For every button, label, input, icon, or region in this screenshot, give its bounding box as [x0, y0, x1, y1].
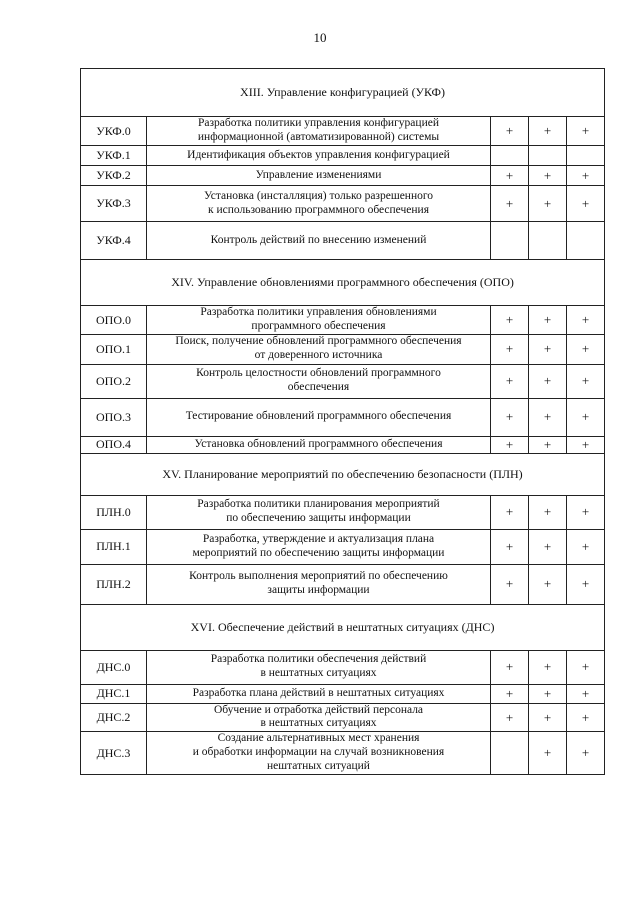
measure-code: ОПО.4	[81, 436, 147, 453]
class-mark: +	[567, 364, 605, 398]
description-line: Контроль выполнения мероприятий по обеспечению	[189, 570, 448, 583]
measure-code: ОПО.3	[81, 398, 147, 436]
section-title: XIV. Управление обновлениями программного обеспечения (ОПО)	[81, 260, 605, 306]
table-row	[81, 650, 605, 684]
measure-description	[147, 117, 491, 146]
measure-code: УКФ.4	[81, 222, 147, 260]
description-line: Установка (инсталляция) только разрешенного	[203, 189, 434, 202]
class-mark: +	[491, 703, 529, 732]
measure-description	[147, 684, 491, 703]
measure-code: ДНС.1	[81, 684, 147, 703]
measure-code: ОПО.0	[81, 306, 147, 335]
description-line: и обработки информации на случай возникновения	[192, 745, 445, 758]
measure-description	[147, 186, 491, 222]
measure-description	[147, 732, 491, 774]
table-row	[81, 436, 605, 453]
measure-description	[147, 146, 491, 166]
table-row	[81, 703, 605, 732]
class-mark: +	[567, 117, 605, 146]
class-mark: +	[491, 529, 529, 564]
class-mark	[491, 222, 529, 260]
measure-code: ПЛН.2	[81, 564, 147, 604]
class-mark: +	[491, 564, 529, 604]
class-mark: +	[491, 398, 529, 436]
description-line: Разработка плана действий в нештатных ситуациях	[192, 686, 445, 699]
description-line: информационной (автоматизированной) системы	[197, 131, 440, 143]
measure-description	[147, 166, 491, 186]
measure-description	[147, 222, 491, 260]
description-line: Контроль действий по внесению изменений	[210, 233, 427, 246]
section-title: XV. Планирование мероприятий по обеспечению безопасности (ПЛН)	[81, 453, 605, 495]
measure-code: УКФ.1	[81, 146, 147, 166]
table-row	[81, 146, 605, 166]
class-mark: +	[567, 398, 605, 436]
class-mark: +	[491, 306, 529, 335]
measure-code: ОПО.2	[81, 364, 147, 398]
class-mark: +	[529, 117, 567, 146]
table-row	[81, 495, 605, 529]
section-header-row	[81, 69, 605, 117]
table-row	[81, 166, 605, 186]
class-mark: +	[491, 117, 529, 146]
class-mark: +	[567, 436, 605, 453]
description-line: Поиск, получение обновлений программного обеспечения	[175, 335, 462, 348]
description-line: Разработка, утверждение и актуализация плана	[202, 532, 435, 545]
class-mark: +	[529, 684, 567, 703]
section-header-row	[81, 604, 605, 650]
description-line: Управление изменениями	[255, 168, 382, 181]
description-line: Разработка политики управления конфигурацией	[198, 117, 439, 130]
class-mark: +	[529, 529, 567, 564]
table-row	[81, 306, 605, 335]
table-row	[81, 684, 605, 703]
measure-description	[147, 529, 491, 564]
class-mark: +	[567, 732, 605, 774]
description-line: Идентификация объектов управления конфигурацией	[187, 148, 450, 161]
class-mark: +	[529, 306, 567, 335]
description-line: защиты информации	[267, 584, 370, 597]
class-mark	[491, 146, 529, 166]
class-mark: +	[529, 703, 567, 732]
page-number: 10	[313, 30, 327, 45]
class-mark: +	[567, 186, 605, 222]
measure-code: ПЛН.0	[81, 495, 147, 529]
description-line: Создание альтернативных мест хранения	[217, 732, 420, 745]
class-mark	[529, 146, 567, 166]
table-row	[81, 732, 605, 774]
class-mark: +	[567, 166, 605, 186]
description-line: Тестирование обновлений программного обеспечения	[185, 410, 452, 423]
class-mark: +	[491, 436, 529, 453]
section-header-row	[81, 453, 605, 495]
measure-code: ДНС.0	[81, 650, 147, 684]
measure-description	[147, 398, 491, 436]
class-mark	[567, 146, 605, 166]
class-mark: +	[529, 732, 567, 774]
measure-description	[147, 495, 491, 529]
class-mark: +	[529, 166, 567, 186]
class-mark: +	[567, 495, 605, 529]
class-mark: +	[491, 495, 529, 529]
description-line: Разработка политики управления обновлениями	[200, 306, 437, 318]
measure-description	[147, 650, 491, 684]
measure-code: УКФ.2	[81, 166, 147, 186]
class-mark	[567, 222, 605, 260]
class-mark: +	[529, 364, 567, 398]
measure-description	[147, 364, 491, 398]
description-line: Контроль целостности обновлений программного	[196, 367, 441, 380]
class-mark: +	[529, 398, 567, 436]
description-line: Разработка политики планирования мероприятий	[197, 498, 440, 511]
description-line: Установка обновлений программного обеспечения	[194, 437, 443, 450]
class-mark: +	[567, 334, 605, 364]
class-mark: +	[529, 334, 567, 364]
class-mark: +	[567, 650, 605, 684]
section-title: XVI. Обеспечение действий в нештатных ситуациях (ДНС)	[81, 604, 605, 650]
measure-description	[147, 334, 491, 364]
table-row	[81, 564, 605, 604]
measure-code: УКФ.3	[81, 186, 147, 222]
measure-description	[147, 306, 491, 335]
table-row	[81, 334, 605, 364]
class-mark: +	[491, 334, 529, 364]
table-row	[81, 364, 605, 398]
measure-description	[147, 703, 491, 732]
measure-code: ПЛН.1	[81, 529, 147, 564]
description-line: в нештатных ситуациях	[260, 667, 377, 680]
description-line: в нештатных ситуациях	[260, 717, 377, 730]
description-line: Обучение и отработка действий персонала	[213, 703, 424, 716]
table-row	[81, 529, 605, 564]
description-line: по обеспечению защиты информации	[226, 512, 411, 525]
class-mark: +	[567, 529, 605, 564]
requirements-table	[80, 68, 605, 775]
class-mark	[529, 222, 567, 260]
measure-code: ДНС.2	[81, 703, 147, 732]
measure-code: ОПО.1	[81, 334, 147, 364]
description-line: от доверенного источника	[254, 349, 383, 362]
class-mark: +	[567, 684, 605, 703]
class-mark: +	[529, 564, 567, 604]
class-mark: +	[529, 436, 567, 453]
class-mark	[491, 732, 529, 774]
measure-code: ДНС.3	[81, 732, 147, 774]
description-line: мероприятий по обеспечению защиты информации	[192, 546, 445, 559]
table-row	[81, 186, 605, 222]
class-mark: +	[567, 306, 605, 335]
measure-description	[147, 436, 491, 453]
description-line: обеспечения	[287, 381, 350, 394]
table-row	[81, 117, 605, 146]
description-line: к использованию программного обеспечения	[208, 203, 429, 216]
description-line: программного обеспечения	[251, 319, 386, 332]
class-mark: +	[491, 186, 529, 222]
class-mark: +	[491, 166, 529, 186]
measure-description	[147, 564, 491, 604]
table-row	[81, 398, 605, 436]
description-line: нештатных ситуаций	[267, 759, 370, 772]
class-mark: +	[567, 564, 605, 604]
measure-code: УКФ.0	[81, 117, 147, 146]
class-mark: +	[529, 650, 567, 684]
section-header-row	[81, 260, 605, 306]
class-mark: +	[491, 364, 529, 398]
class-mark: +	[567, 703, 605, 732]
class-mark: +	[491, 650, 529, 684]
description-line: Разработка политики обеспечения действий	[210, 653, 427, 666]
section-title: XIII. Управление конфигурацией (УКФ)	[81, 69, 605, 117]
class-mark: +	[491, 684, 529, 703]
table-row	[81, 222, 605, 260]
class-mark: +	[529, 186, 567, 222]
class-mark: +	[529, 495, 567, 529]
